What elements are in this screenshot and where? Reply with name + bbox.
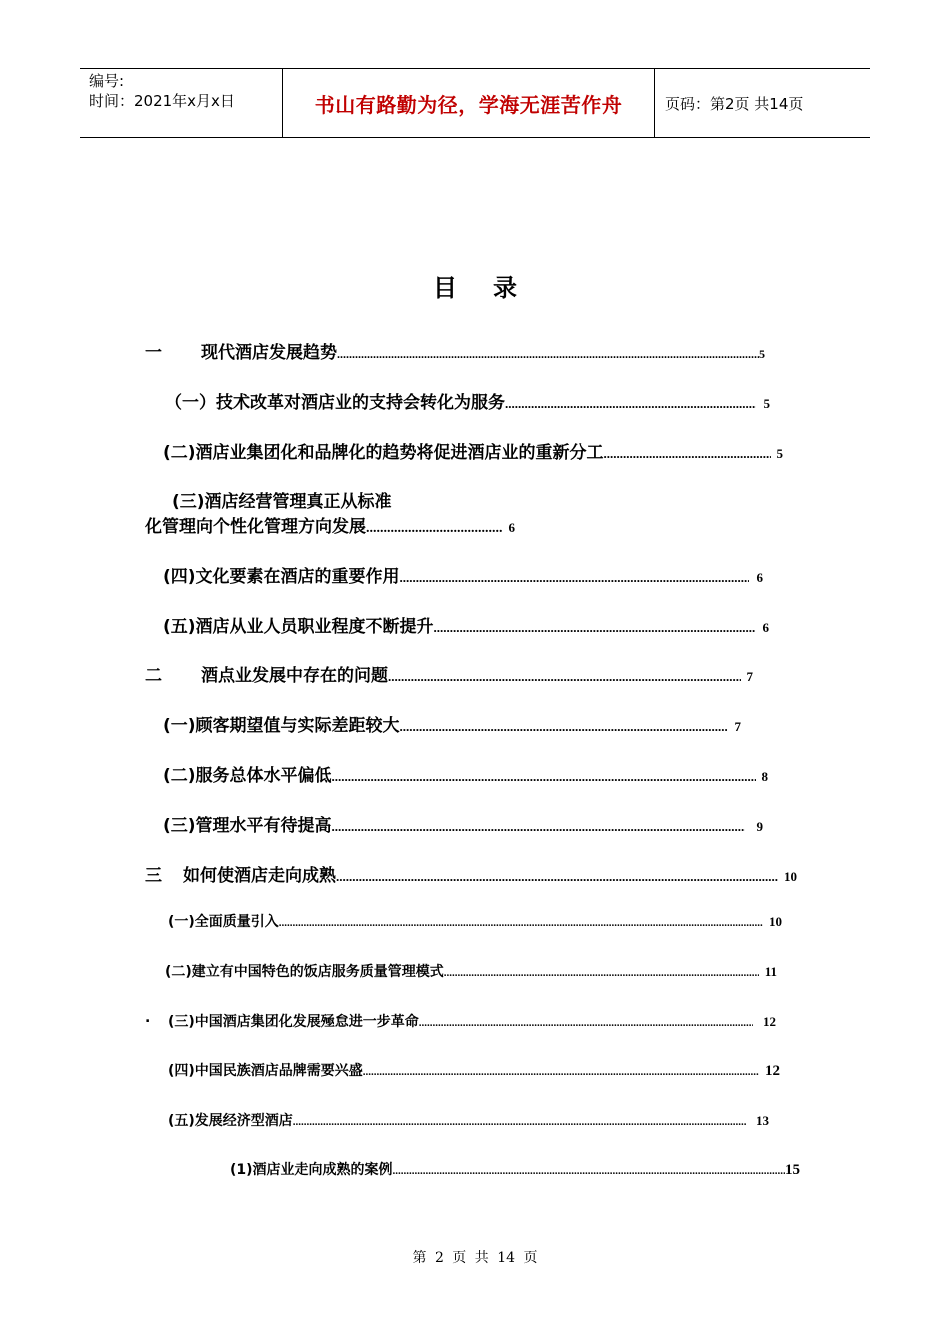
toc-entry-label: (一)顾客期望值与实际差距较大 <box>163 716 400 736</box>
toc-entry-3-5-1[interactable] <box>230 1159 800 1179</box>
toc-leader <box>332 819 745 835</box>
toc-leader <box>604 446 771 462</box>
toc-page-number: 12 <box>765 1063 780 1079</box>
toc-entry-label: (三)中国酒店集团化发展殛怠进一步革命 <box>168 1014 419 1030</box>
toc-leader <box>505 396 756 412</box>
toc-leader <box>419 1017 753 1029</box>
toc-entry-3-3[interactable] <box>168 1011 776 1031</box>
toc-entry-label: (1)酒店业走向成熟的案例 <box>230 1162 393 1178</box>
page-footer: 第 2 页 共 14 页 <box>412 1250 538 1266</box>
toc-page-number: 9 <box>756 819 763 834</box>
toc-leader <box>279 917 763 929</box>
toc-page-number: 5 <box>763 396 770 411</box>
toc-leader <box>332 769 756 785</box>
toc-entry-label: (二)建立有中国特色的饭店服务质量管理模式 <box>165 964 444 980</box>
toc-entry-label: （一）技术改革对酒店业的支持会转化为服务 <box>165 393 505 413</box>
toc-leader <box>363 1066 759 1078</box>
toc-leader <box>393 1165 785 1177</box>
toc-page-number: 6 <box>756 570 763 585</box>
toc-entry-label: 现代酒店发展趋势 <box>201 343 337 363</box>
toc-entry-1[interactable] <box>145 338 765 363</box>
toc-page-number: 8 <box>761 769 768 784</box>
toc-entry-3-1[interactable] <box>168 911 782 931</box>
header-page-info: 页码：第2页 共14页 <box>665 94 804 113</box>
toc-page-number: 5 <box>776 446 783 461</box>
toc-entry-1-1[interactable] <box>165 388 770 413</box>
toc-page-number: 7 <box>746 669 753 684</box>
toc-entry-label: (三)管理水平有待提高 <box>163 816 332 836</box>
toc-leader <box>388 669 741 685</box>
toc-entry-3-5[interactable] <box>168 1110 769 1130</box>
toc-entry-number: 二 <box>145 666 162 686</box>
toc-leader <box>366 521 503 537</box>
toc-page-number: 10 <box>784 869 797 884</box>
stray-dot-mark: . <box>145 1010 151 1026</box>
toc-entry-label: (一)全面质量引入 <box>168 914 279 930</box>
toc-entry-1-4[interactable] <box>163 562 763 587</box>
title-char-1: 目 <box>433 273 457 302</box>
toc-leader <box>336 869 778 885</box>
toc-leader <box>400 719 727 735</box>
toc-entry-3-2[interactable] <box>165 961 777 981</box>
toc-entry-label: 如何使酒店走向成熟 <box>183 866 336 886</box>
toc-page-number: 11 <box>764 964 777 979</box>
toc-leader <box>293 1116 746 1128</box>
toc-page-number: 5 <box>759 347 765 361</box>
toc-entry-2[interactable] <box>145 661 753 686</box>
toc-entry-label: (二)服务总体水平偏低 <box>163 766 332 786</box>
toc-entry-2-3[interactable] <box>163 811 763 836</box>
toc-leader <box>434 620 755 636</box>
toc-entry-1-2[interactable] <box>163 438 783 463</box>
toc-entry-label: 酒点业发展中存在的问题 <box>201 666 388 686</box>
toc-entry-1-3[interactable] <box>145 512 515 537</box>
toc-entry-2-1[interactable] <box>163 711 741 736</box>
toc-entry-label: (四)中国民族酒店品牌需要兴盛 <box>168 1063 363 1079</box>
toc-page-number: 6 <box>762 620 769 635</box>
toc-entry-3[interactable] <box>145 861 797 886</box>
toc-entry-3-4[interactable] <box>168 1060 780 1080</box>
toc-page-number: 13 <box>756 1113 769 1128</box>
toc-page-number: 12 <box>763 1014 776 1029</box>
document-number-label: 编号: <box>89 72 125 90</box>
toc-entry-number: 三 <box>145 866 162 886</box>
toc-entry-1-5[interactable] <box>163 612 769 637</box>
toc-page-number: 10 <box>769 914 782 929</box>
toc-leader <box>337 347 759 362</box>
toc-page-number: 6 <box>508 520 515 535</box>
toc-entry-label: (五)酒店从业人员职业程度不断提升 <box>163 617 434 637</box>
toc-entry-label: 化管理向个性化管理方向发展 <box>145 517 366 537</box>
document-time-label: 时间：2021年x月x日 <box>89 92 235 110</box>
header-motto: 书山有路勤为径，学海无涯苦作舟 <box>314 92 623 117</box>
toc-leader <box>444 967 759 979</box>
toc-entry-1-3-line1[interactable]: (三)酒店经营管理真正从标准 <box>172 492 392 512</box>
toc-entry-number: 一 <box>145 343 162 363</box>
toc-entry-label: (二)酒店业集团化和品牌化的趋势将促进酒店业的重新分工 <box>163 443 604 463</box>
toc-entry-label: (四)文化要素在酒店的重要作用 <box>163 567 400 587</box>
toc-leader <box>400 570 749 586</box>
toc-page-number: 15 <box>785 1162 800 1178</box>
toc-entry-2-2[interactable] <box>163 761 768 786</box>
title-char-2: 录 <box>493 273 517 302</box>
toc-page-number: 7 <box>734 719 741 734</box>
toc-entry-label: (五)发展经济型酒店 <box>168 1113 293 1129</box>
